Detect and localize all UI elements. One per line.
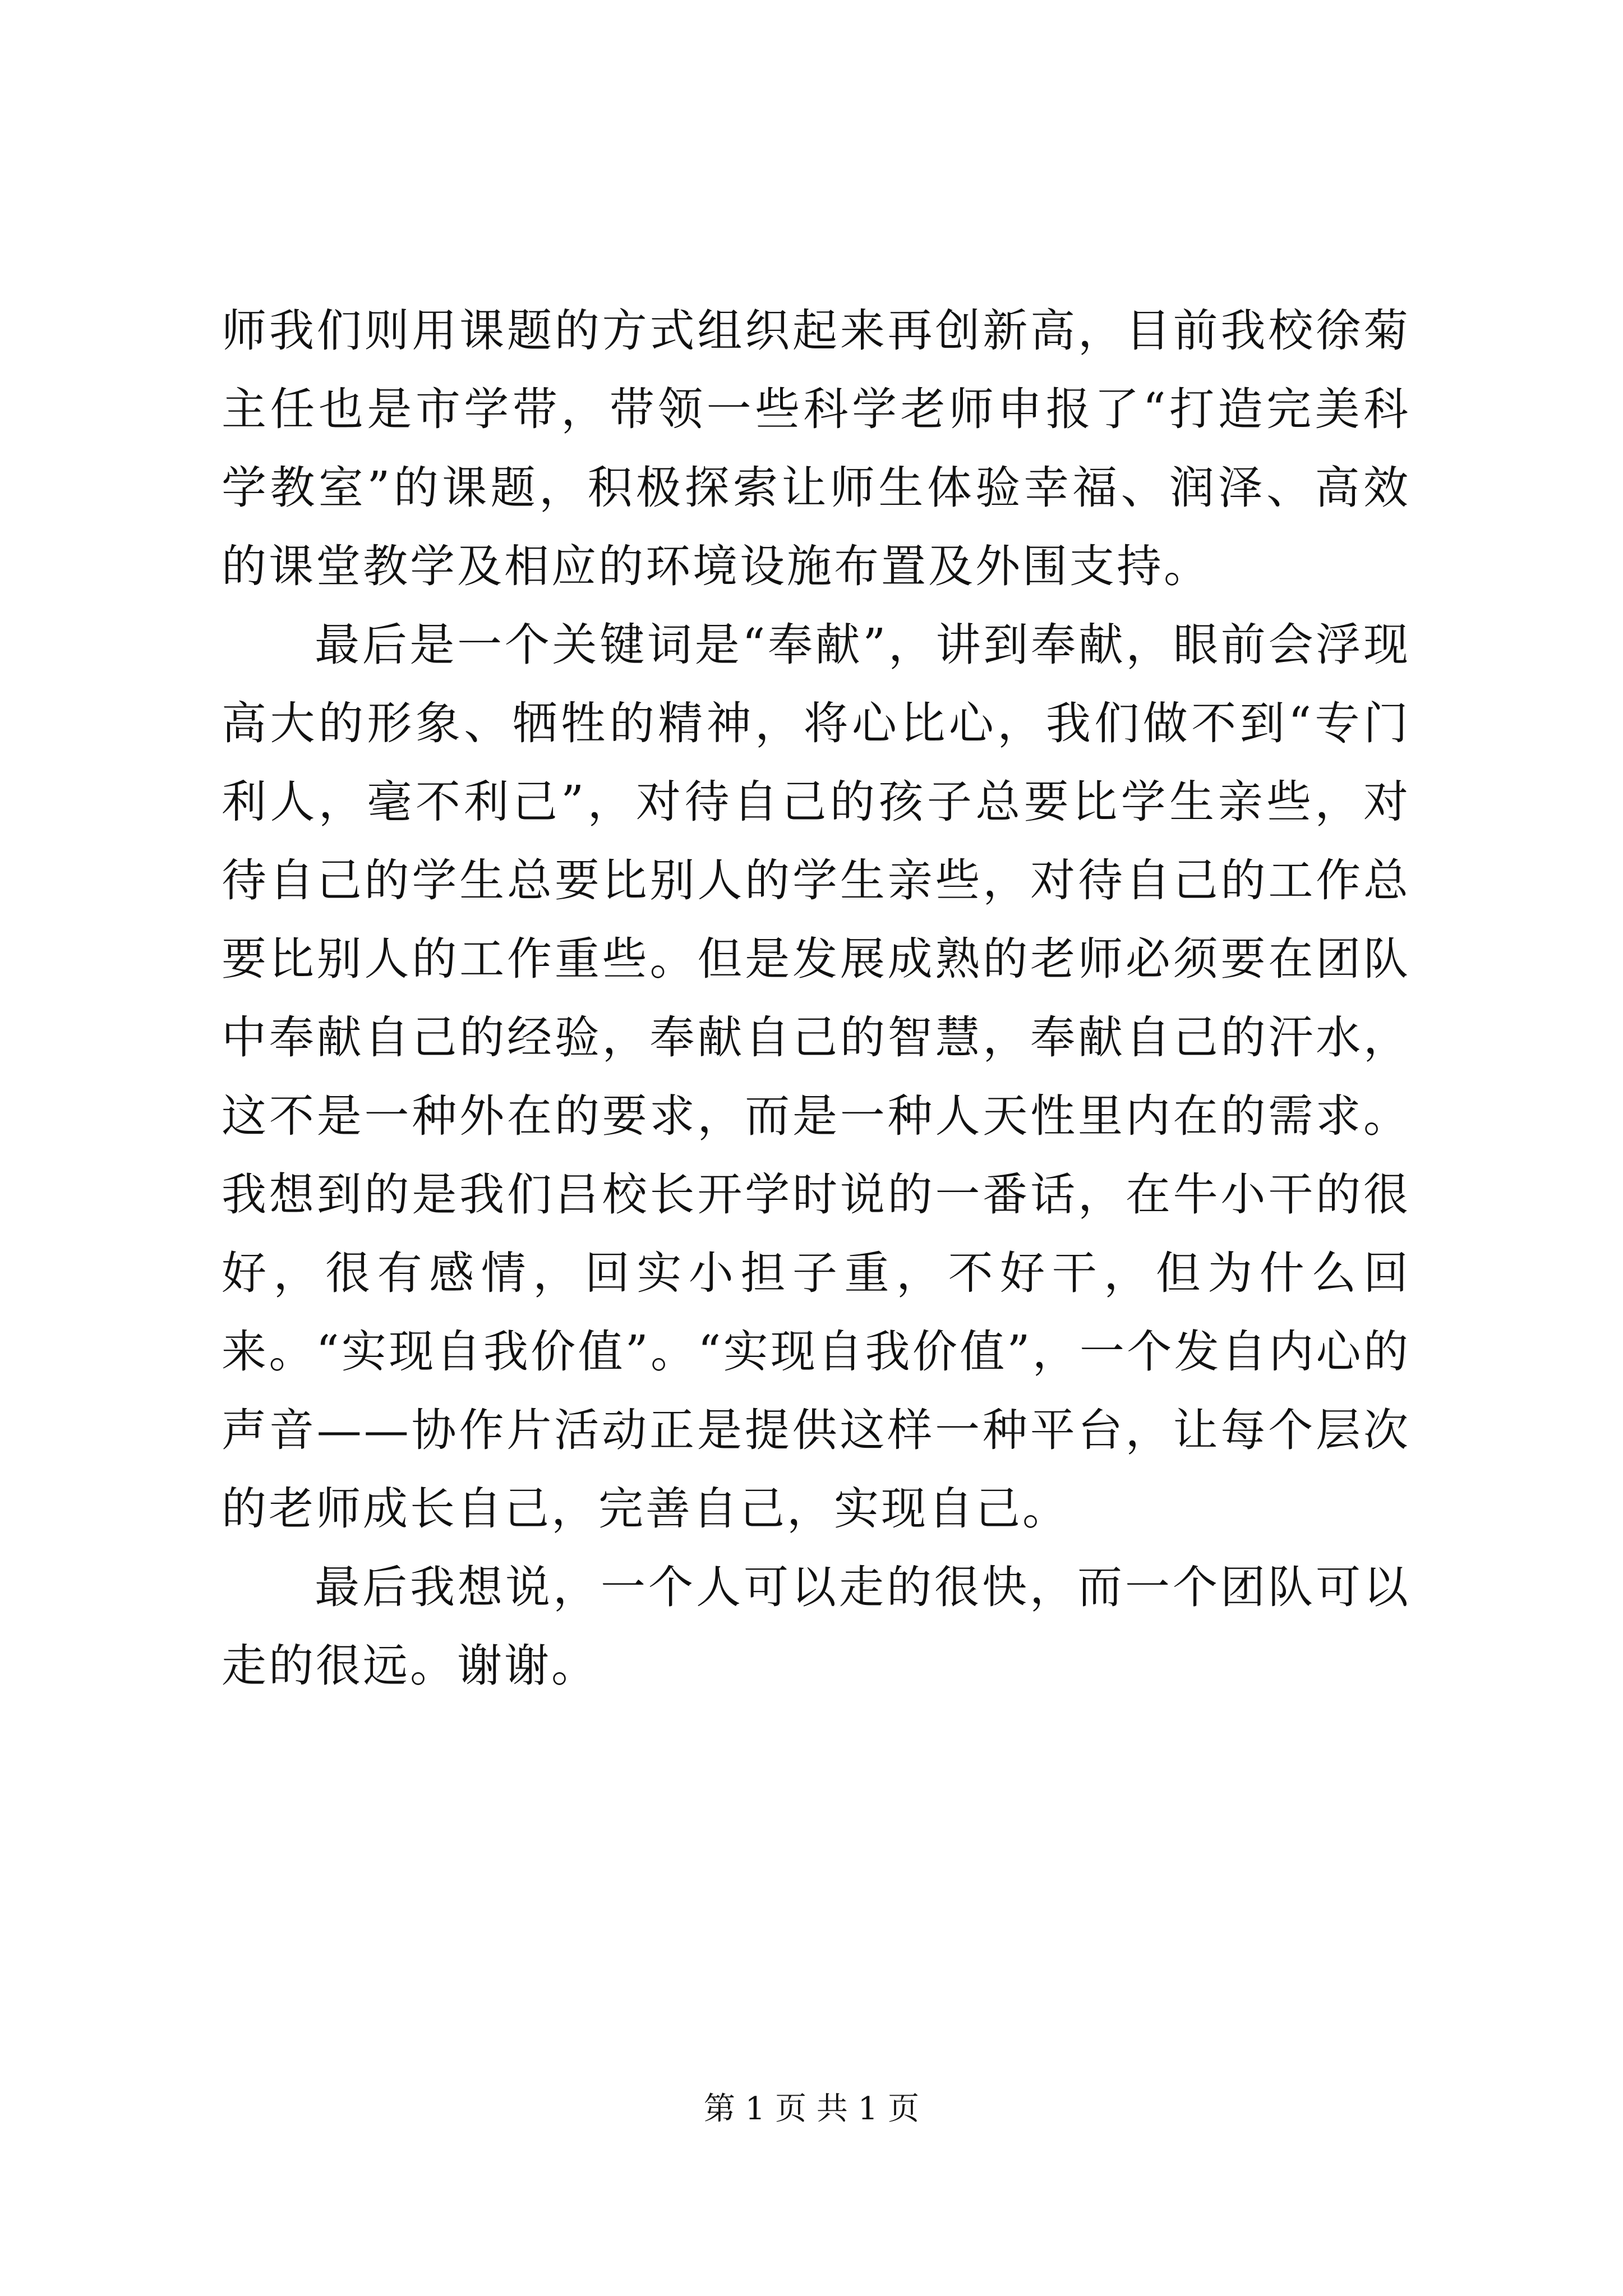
paragraph-2: 最后是一个关键词是“奉献”，讲到奉献，眼前会浮现高大的形象、牺牲的精神，将心比心，我们做不到“专门利人，毫不利己”，对待自己的孩子总要比学生亲些，对待自己的学生总要比别人的学生亲些，对待自己的工作总要比别人的工作重些。但是发展成熟的老师必须要在团队中奉献自己的经验，奉献自己的智慧，奉献自己的汗水，这不是一种外在的要求，而是一种人天性里内在的需求。我想到的是我们吕校长开学时说的一番话，在牛小干的很好，很有感情，回实小担子重，不好干，但为什么回来。“实现自我价值”。“实现自我价值”，一个发自内心的声音——协作片活动正是提供这样一种平台，让每个层次的老师成长自己，完善自己，实现自己。 — [222, 619, 1410, 1535]
document-body — [222, 292, 1410, 1705]
paragraph-1: 师我们则用课题的方式组织起来再创新高，目前我校徐菊主任也是市学带，带领一些科学老师申报了“打造完美科学教室”的课题，积极探索让师生体验幸福、润泽、高效的课堂教学及相应的环境设施布置及外围支持。 — [222, 305, 1410, 592]
paragraph-3: 最后我想说，一个人可以走的很快，而一个团队可以走的很远。谢谢。 — [222, 1561, 1410, 1692]
page-number-footer: 第 1 页 共 1 页 — [703, 2091, 920, 2127]
